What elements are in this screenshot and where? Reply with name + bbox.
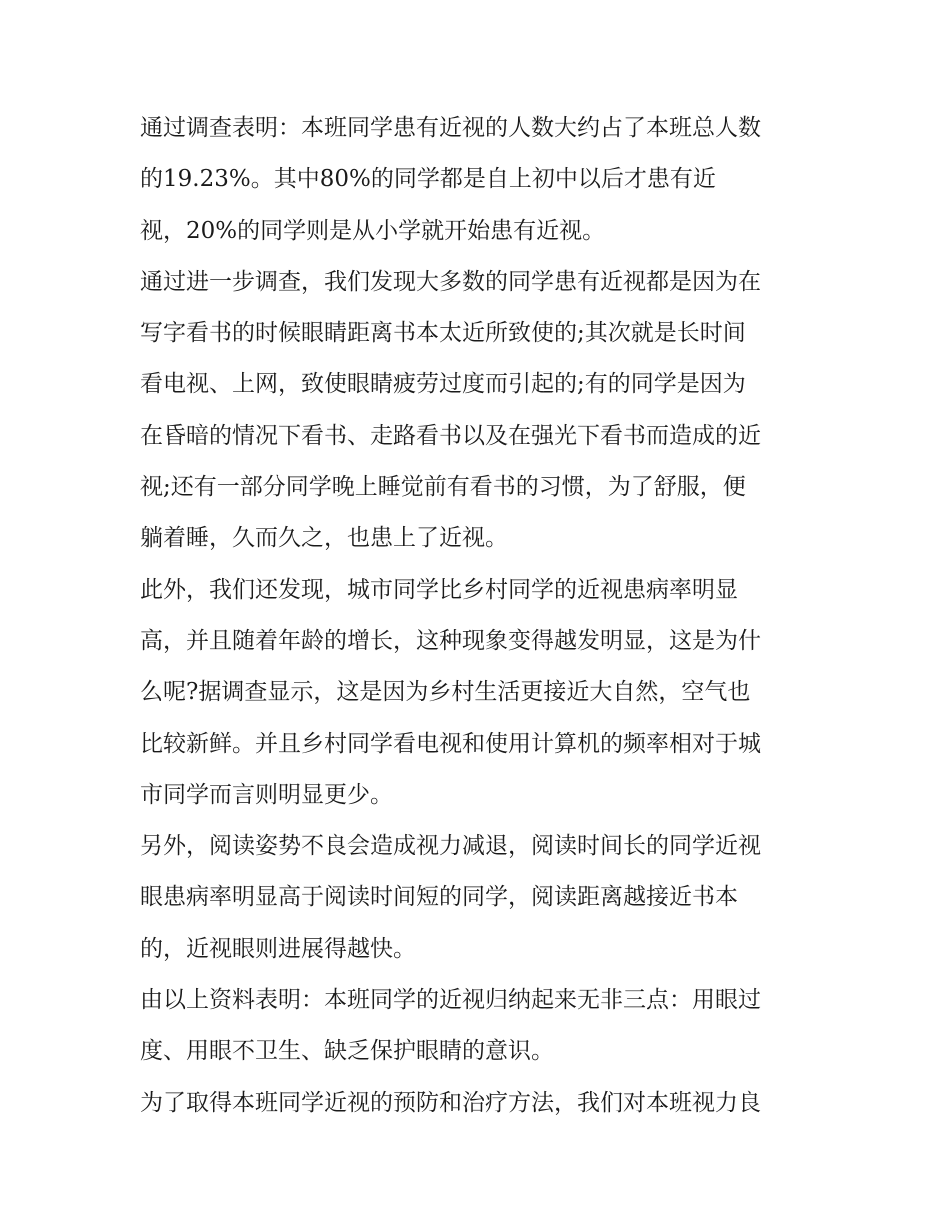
text-line: 比较新鲜。并且乡村同学看电视和使用计算机的频率相对于城 xyxy=(140,730,761,757)
text-line: 的19.23%。其中80%的同学都是自上初中以后才患有近 xyxy=(140,166,716,193)
text-line: 视;还有一部分同学晚上睡觉前有看书的习惯，为了舒服，便 xyxy=(140,474,746,501)
text-line: 市同学而言则明显更少。 xyxy=(140,781,393,808)
text-line: 由以上资料表明：本班同学的近视归纳起来无非三点：用眼过 xyxy=(140,987,761,1014)
text-line: 的，近视眼则进展得越快。 xyxy=(140,935,416,962)
text-line: 躺着睡，久而久之，也患上了近视。 xyxy=(140,525,508,552)
text-line: 看电视、上网，致使眼睛疲劳过度而引起的;有的同学是因为 xyxy=(140,371,746,398)
text-line: 此外，我们还发现，城市同学比乡村同学的近视患病率明显 xyxy=(140,576,738,603)
text-line: 眼患病率明显高于阅读时间短的同学，阅读距离越接近书本 xyxy=(140,884,738,911)
text-line: 在昏暗的情况下看书、走路看书以及在强光下看书而造成的近 xyxy=(140,422,761,449)
text-line: 写字看书的时候眼睛距离书本太近所致使的;其次就是长时间 xyxy=(140,320,746,347)
text-line: 高，并且随着年龄的增长，这种现象变得越发明显，这是为什 xyxy=(140,627,761,654)
text-line: 么呢?据调查显示，这是因为乡村生活更接近大自然，空气也 xyxy=(140,679,751,706)
text-line: 视，20%的同学则是从小学就开始患有近视。 xyxy=(140,217,606,244)
text-line: 为了取得本班同学近视的预防和治疗方法，我们对本班视力良 xyxy=(140,1089,761,1116)
text-line: 通过调查表明：本班同学患有近视的人数大约占了本班总人数 xyxy=(140,115,761,141)
document-body xyxy=(140,103,820,1129)
text-line: 度、用眼不卫生、缺乏保护眼睛的意识。 xyxy=(140,1038,554,1065)
text-line: 通过进一步调查，我们发现大多数的同学患有近视都是因为在 xyxy=(140,268,761,295)
text-line: 另外，阅读姿势不良会造成视力减退，阅读时间长的同学近视 xyxy=(140,833,761,860)
